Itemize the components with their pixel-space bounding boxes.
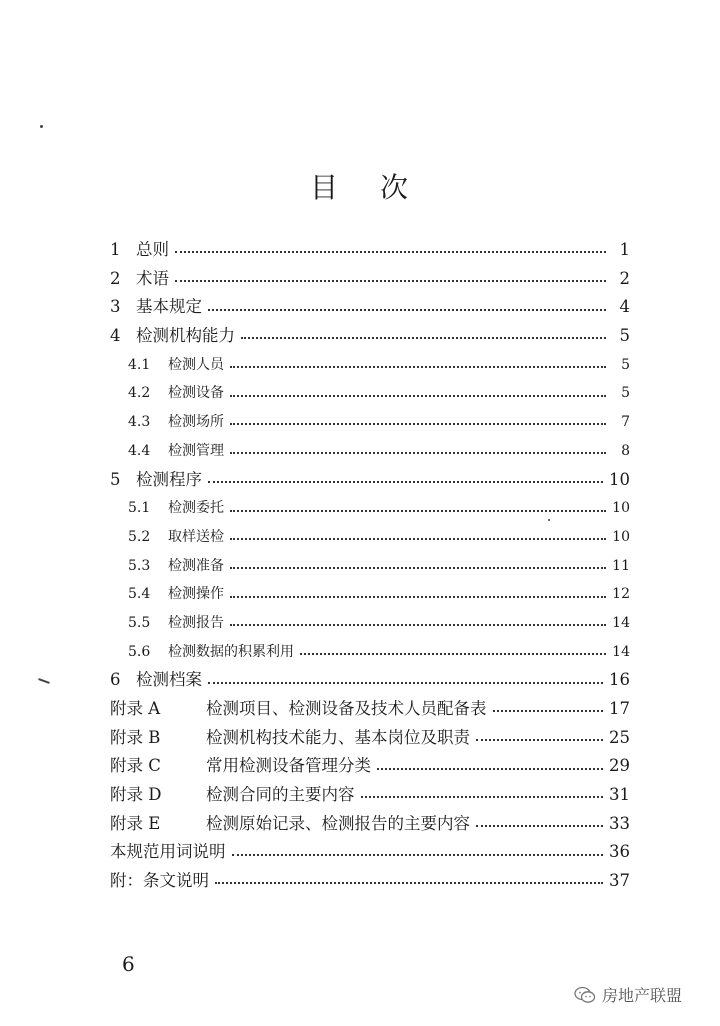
dot-leader: [230, 395, 606, 397]
dot-leader: [300, 653, 606, 655]
toc-entry-page: 2: [619, 268, 630, 288]
table-of-contents: [110, 236, 630, 896]
toc-entry-page: 17: [609, 699, 630, 718]
scan-speck: [548, 519, 550, 521]
dot-leader: [476, 739, 603, 741]
dot-leader: [230, 596, 606, 598]
toc-entry-label: 附：条文说明: [110, 871, 209, 891]
page-number: 6: [122, 952, 135, 976]
toc-entry-number: 附录 D: [110, 785, 162, 805]
toc-entry-label: 总则: [136, 240, 169, 259]
dot-leader: [230, 366, 606, 368]
toc-entry: [110, 810, 630, 839]
toc-entry: [110, 867, 630, 896]
toc-entry: [110, 408, 630, 437]
toc-entry-label: 检测准备: [168, 557, 224, 574]
toc-entry-page: 1: [619, 240, 630, 259]
toc-entry-page: 12: [612, 586, 630, 603]
toc-entry-label: 检测档案: [136, 670, 202, 690]
toc-entry: [110, 322, 630, 351]
toc-entry-number: 5.3: [128, 557, 151, 574]
dot-leader: [241, 337, 606, 339]
dot-leader: [377, 768, 603, 770]
toc-entry: [110, 609, 630, 638]
toc-entry-page: 31: [609, 785, 630, 805]
toc-entry-label: 本规范用词说明: [110, 842, 226, 862]
toc-entry: [110, 265, 630, 294]
toc-entry-label: 常用检测设备管理分类: [206, 756, 371, 776]
toc-entry-number: 附录 C: [110, 756, 161, 776]
wechat-icon: [574, 986, 596, 1004]
toc-entry-number: 4.4: [128, 442, 151, 459]
toc-entry-page: 10: [609, 469, 630, 489]
dot-leader: [230, 624, 606, 626]
toc-entry: [110, 580, 630, 609]
page-title: [0, 166, 720, 206]
toc-entry-label: 取样送检: [168, 528, 224, 545]
dot-leader: [230, 452, 606, 454]
toc-entry-number: 2: [110, 268, 121, 288]
toc-entry-page: 11: [612, 557, 630, 574]
dot-leader: [208, 682, 603, 684]
toc-entry: [110, 236, 630, 265]
toc-entry: [110, 695, 630, 724]
toc-entry-number: 5.1: [128, 500, 151, 517]
toc-entry: [110, 666, 630, 695]
toc-entry-page: 10: [612, 528, 630, 545]
dot-leader: [208, 481, 603, 483]
dot-leader: [230, 567, 606, 569]
toc-entry-page: 14: [612, 614, 630, 631]
toc-entry-page: 25: [609, 727, 630, 747]
dot-leader: [361, 796, 604, 798]
toc-entry-label: 检测设备: [168, 385, 224, 402]
toc-entry-label: 检测数据的积累利用: [168, 643, 294, 660]
dot-leader: [215, 882, 603, 884]
title-char-2: 次: [380, 171, 411, 204]
scan-speck: [38, 678, 50, 684]
toc-entry: [110, 752, 630, 781]
toc-entry-page: 33: [609, 813, 630, 833]
toc-entry: [110, 379, 630, 408]
toc-entry-page: 7: [621, 414, 630, 431]
toc-entry: [110, 466, 630, 495]
dot-leader: [208, 309, 606, 311]
toc-entry: [110, 437, 630, 466]
toc-entry-label: 基本规定: [136, 297, 202, 317]
toc-entry: [110, 638, 630, 667]
toc-entry-number: 4.3: [128, 414, 151, 431]
toc-entry: [110, 552, 630, 581]
toc-entry-page: 14: [612, 643, 630, 660]
toc-entry-page: 37: [609, 871, 630, 891]
toc-entry: [110, 838, 630, 867]
toc-entry-number: 5: [110, 469, 121, 489]
watermark: [574, 983, 682, 1006]
toc-entry-label: 检测原始记录、检测报告的主要内容: [206, 813, 470, 833]
dot-leader: [476, 825, 603, 827]
toc-entry-page: 29: [609, 756, 630, 776]
toc-entry-number: 附录 B: [110, 727, 161, 747]
toc-entry-label: 检测合同的主要内容: [206, 785, 355, 805]
toc-entry-number: 4.2: [128, 385, 151, 402]
toc-entry: [110, 724, 630, 753]
toc-entry-label: 检测场所: [168, 414, 224, 431]
toc-entry-page: 10: [612, 500, 630, 517]
dot-leader: [230, 510, 606, 512]
toc-entry-page: 8: [621, 442, 630, 459]
toc-entry-label: 检测委托: [168, 500, 224, 517]
toc-entry: [110, 494, 630, 523]
toc-entry-page: 5: [619, 326, 630, 346]
toc-entry-label: 检测机构能力: [136, 326, 235, 346]
scan-speck: [40, 125, 43, 128]
toc-entry-label: 检测人员: [168, 356, 224, 373]
toc-entry-number: 5.6: [128, 643, 151, 660]
toc-entry-number: 5.5: [128, 614, 151, 631]
toc-entry: [110, 781, 630, 810]
toc-entry-page: 36: [609, 842, 630, 862]
toc-entry-number: 附录 A: [110, 699, 161, 718]
toc-entry-number: 4: [110, 326, 121, 346]
toc-entry-page: 5: [621, 356, 630, 373]
toc-entry-number: 3: [110, 297, 121, 317]
dot-leader: [232, 854, 604, 856]
toc-entry-label: 检测管理: [168, 442, 224, 459]
dot-leader: [175, 251, 606, 253]
toc-entry: [110, 351, 630, 380]
dot-leader: [230, 423, 606, 425]
toc-entry-number: 4.1: [128, 356, 151, 373]
toc-entry-label: 检测程序: [136, 469, 202, 489]
toc-entry-label: 检测操作: [168, 586, 224, 603]
toc-entry-number: 6: [110, 670, 121, 690]
dot-leader: [493, 710, 604, 712]
toc-entry-page: 4: [619, 297, 630, 317]
toc-entry: [110, 293, 630, 322]
toc-entry-label: 术语: [136, 268, 169, 288]
toc-entry-number: 5.2: [128, 528, 151, 545]
dot-leader: [230, 538, 606, 540]
toc-entry-label: 检测机构技术能力、基本岗位及职责: [206, 727, 470, 747]
title-char-1: 目: [309, 171, 340, 204]
toc-entry-page: 16: [609, 670, 630, 690]
toc-entry-label: 检测报告: [168, 614, 224, 631]
toc-entry-number: 附录 E: [110, 813, 161, 833]
watermark-text: 房地产联盟: [602, 986, 683, 1005]
toc-entry: [110, 523, 630, 552]
toc-entry-page: 5: [621, 385, 630, 402]
toc-entry-number: 1: [110, 240, 121, 259]
toc-entry-label: 检测项目、检测设备及技术人员配备表: [206, 699, 487, 718]
dot-leader: [175, 280, 606, 282]
toc-entry-number: 5.4: [128, 586, 151, 603]
